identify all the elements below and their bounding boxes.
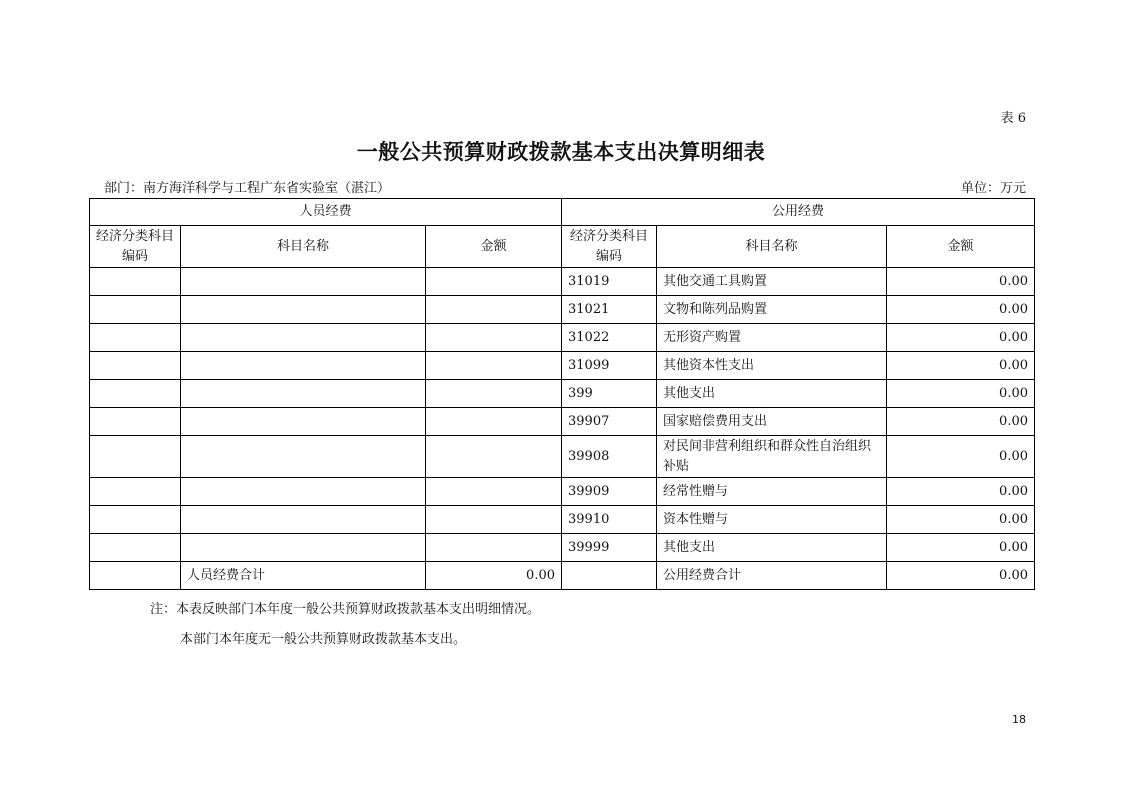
footnote: 注：本表反映部门本年度一般公共预算财政拨款基本支出明细情况。 (150, 602, 541, 617)
table-row (90, 296, 1035, 324)
table-row (90, 268, 1035, 296)
personnel-code-cell (90, 352, 181, 380)
budget-detail-table (89, 198, 1035, 590)
personnel-name-cell (181, 268, 426, 296)
public-name-cell: 其他支出 (657, 534, 887, 562)
table-row (90, 380, 1035, 408)
personnel-total-code-cell (90, 562, 181, 590)
personnel-name-cell (181, 380, 426, 408)
unit-label: 单位：万元 (960, 181, 1026, 196)
table-row (90, 478, 1035, 506)
public-amount-cell: 0.00 (887, 408, 1035, 436)
public-name-cell: 其他资本性支出 (657, 352, 887, 380)
group-header-row (90, 199, 1035, 226)
public-amount-cell: 0.00 (887, 478, 1035, 506)
personnel-name-cell (181, 408, 426, 436)
personnel-amount-cell (426, 478, 562, 506)
personnel-total-label: 人员经费合计 (181, 562, 426, 590)
page-title: 一般公共预算财政拨款基本支出决算明细表 (356, 139, 766, 164)
public-code-header: 经济分类科目编码 (562, 226, 657, 268)
public-amount-header: 金额 (887, 226, 1035, 268)
public-name-cell: 其他支出 (657, 380, 887, 408)
personnel-amount-cell (426, 436, 562, 478)
public-code-cell: 399 (562, 380, 657, 408)
personnel-amount-header: 金额 (426, 226, 562, 268)
table-row (90, 352, 1035, 380)
department-label: 部门：南方海洋科学与工程广东省实验室（湛江） (104, 181, 391, 196)
public-name-cell: 经常性赠与 (657, 478, 887, 506)
public-code-cell: 39910 (562, 506, 657, 534)
personnel-amount-cell (426, 324, 562, 352)
personnel-amount-cell (426, 296, 562, 324)
personnel-amount-cell (426, 534, 562, 562)
page-number: 18 (1012, 713, 1026, 726)
public-amount-cell: 0.00 (887, 352, 1035, 380)
column-header-row (90, 226, 1035, 268)
public-amount-cell: 0.00 (887, 506, 1035, 534)
public-amount-cell: 0.00 (887, 268, 1035, 296)
public-name-cell: 国家赔偿费用支出 (657, 408, 887, 436)
table-row (90, 436, 1035, 478)
public-amount-cell: 0.00 (887, 436, 1035, 478)
public-name-cell: 文物和陈列品购置 (657, 296, 887, 324)
public-code-cell: 39909 (562, 478, 657, 506)
public-amount-cell: 0.00 (887, 296, 1035, 324)
personnel-name-cell (181, 478, 426, 506)
table-row (90, 534, 1035, 562)
personnel-group-header: 人员经费 (90, 199, 562, 226)
personnel-amount-cell (426, 380, 562, 408)
table-row (90, 506, 1035, 534)
public-code-cell: 39907 (562, 408, 657, 436)
personnel-name-cell (181, 436, 426, 478)
public-name-header: 科目名称 (657, 226, 887, 268)
public-amount-cell: 0.00 (887, 324, 1035, 352)
public-amount-cell: 0.00 (887, 380, 1035, 408)
public-name-cell: 资本性赠与 (657, 506, 887, 534)
public-code-cell: 31019 (562, 268, 657, 296)
personnel-name-cell (181, 534, 426, 562)
personnel-name-cell (181, 352, 426, 380)
totals-row (90, 562, 1035, 590)
public-group-header: 公用经费 (562, 199, 1035, 226)
public-name-cell: 无形资产购置 (657, 324, 887, 352)
personnel-name-header: 科目名称 (181, 226, 426, 268)
table-row (90, 324, 1035, 352)
table-number: 表 6 (1000, 111, 1026, 126)
personnel-code-cell (90, 506, 181, 534)
personnel-code-cell (90, 380, 181, 408)
public-code-cell: 31021 (562, 296, 657, 324)
public-total-label: 公用经费合计 (657, 562, 887, 590)
personnel-amount-cell (426, 408, 562, 436)
personnel-code-cell (90, 436, 181, 478)
personnel-total-amount: 0.00 (426, 562, 562, 590)
public-name-cell: 对民间非营利组织和群众性自治组织补贴 (657, 436, 887, 478)
table-row (90, 408, 1035, 436)
personnel-name-cell (181, 506, 426, 534)
personnel-name-cell (181, 296, 426, 324)
no-expenditure-note: 本部门本年度无一般公共预算财政拨款基本支出。 (180, 632, 467, 647)
personnel-amount-cell (426, 268, 562, 296)
personnel-code-cell (90, 408, 181, 436)
personnel-amount-cell (426, 352, 562, 380)
public-code-cell: 39908 (562, 436, 657, 478)
public-total-code-cell (562, 562, 657, 590)
personnel-code-cell (90, 296, 181, 324)
personnel-code-cell (90, 478, 181, 506)
personnel-amount-cell (426, 506, 562, 534)
public-code-cell: 31099 (562, 352, 657, 380)
personnel-code-header: 经济分类科目编码 (90, 226, 181, 268)
public-code-cell: 39999 (562, 534, 657, 562)
public-total-amount: 0.00 (887, 562, 1035, 590)
personnel-name-cell (181, 324, 426, 352)
public-amount-cell: 0.00 (887, 534, 1035, 562)
personnel-code-cell (90, 268, 181, 296)
public-name-cell: 其他交通工具购置 (657, 268, 887, 296)
personnel-code-cell (90, 324, 181, 352)
personnel-code-cell (90, 534, 181, 562)
public-code-cell: 31022 (562, 324, 657, 352)
